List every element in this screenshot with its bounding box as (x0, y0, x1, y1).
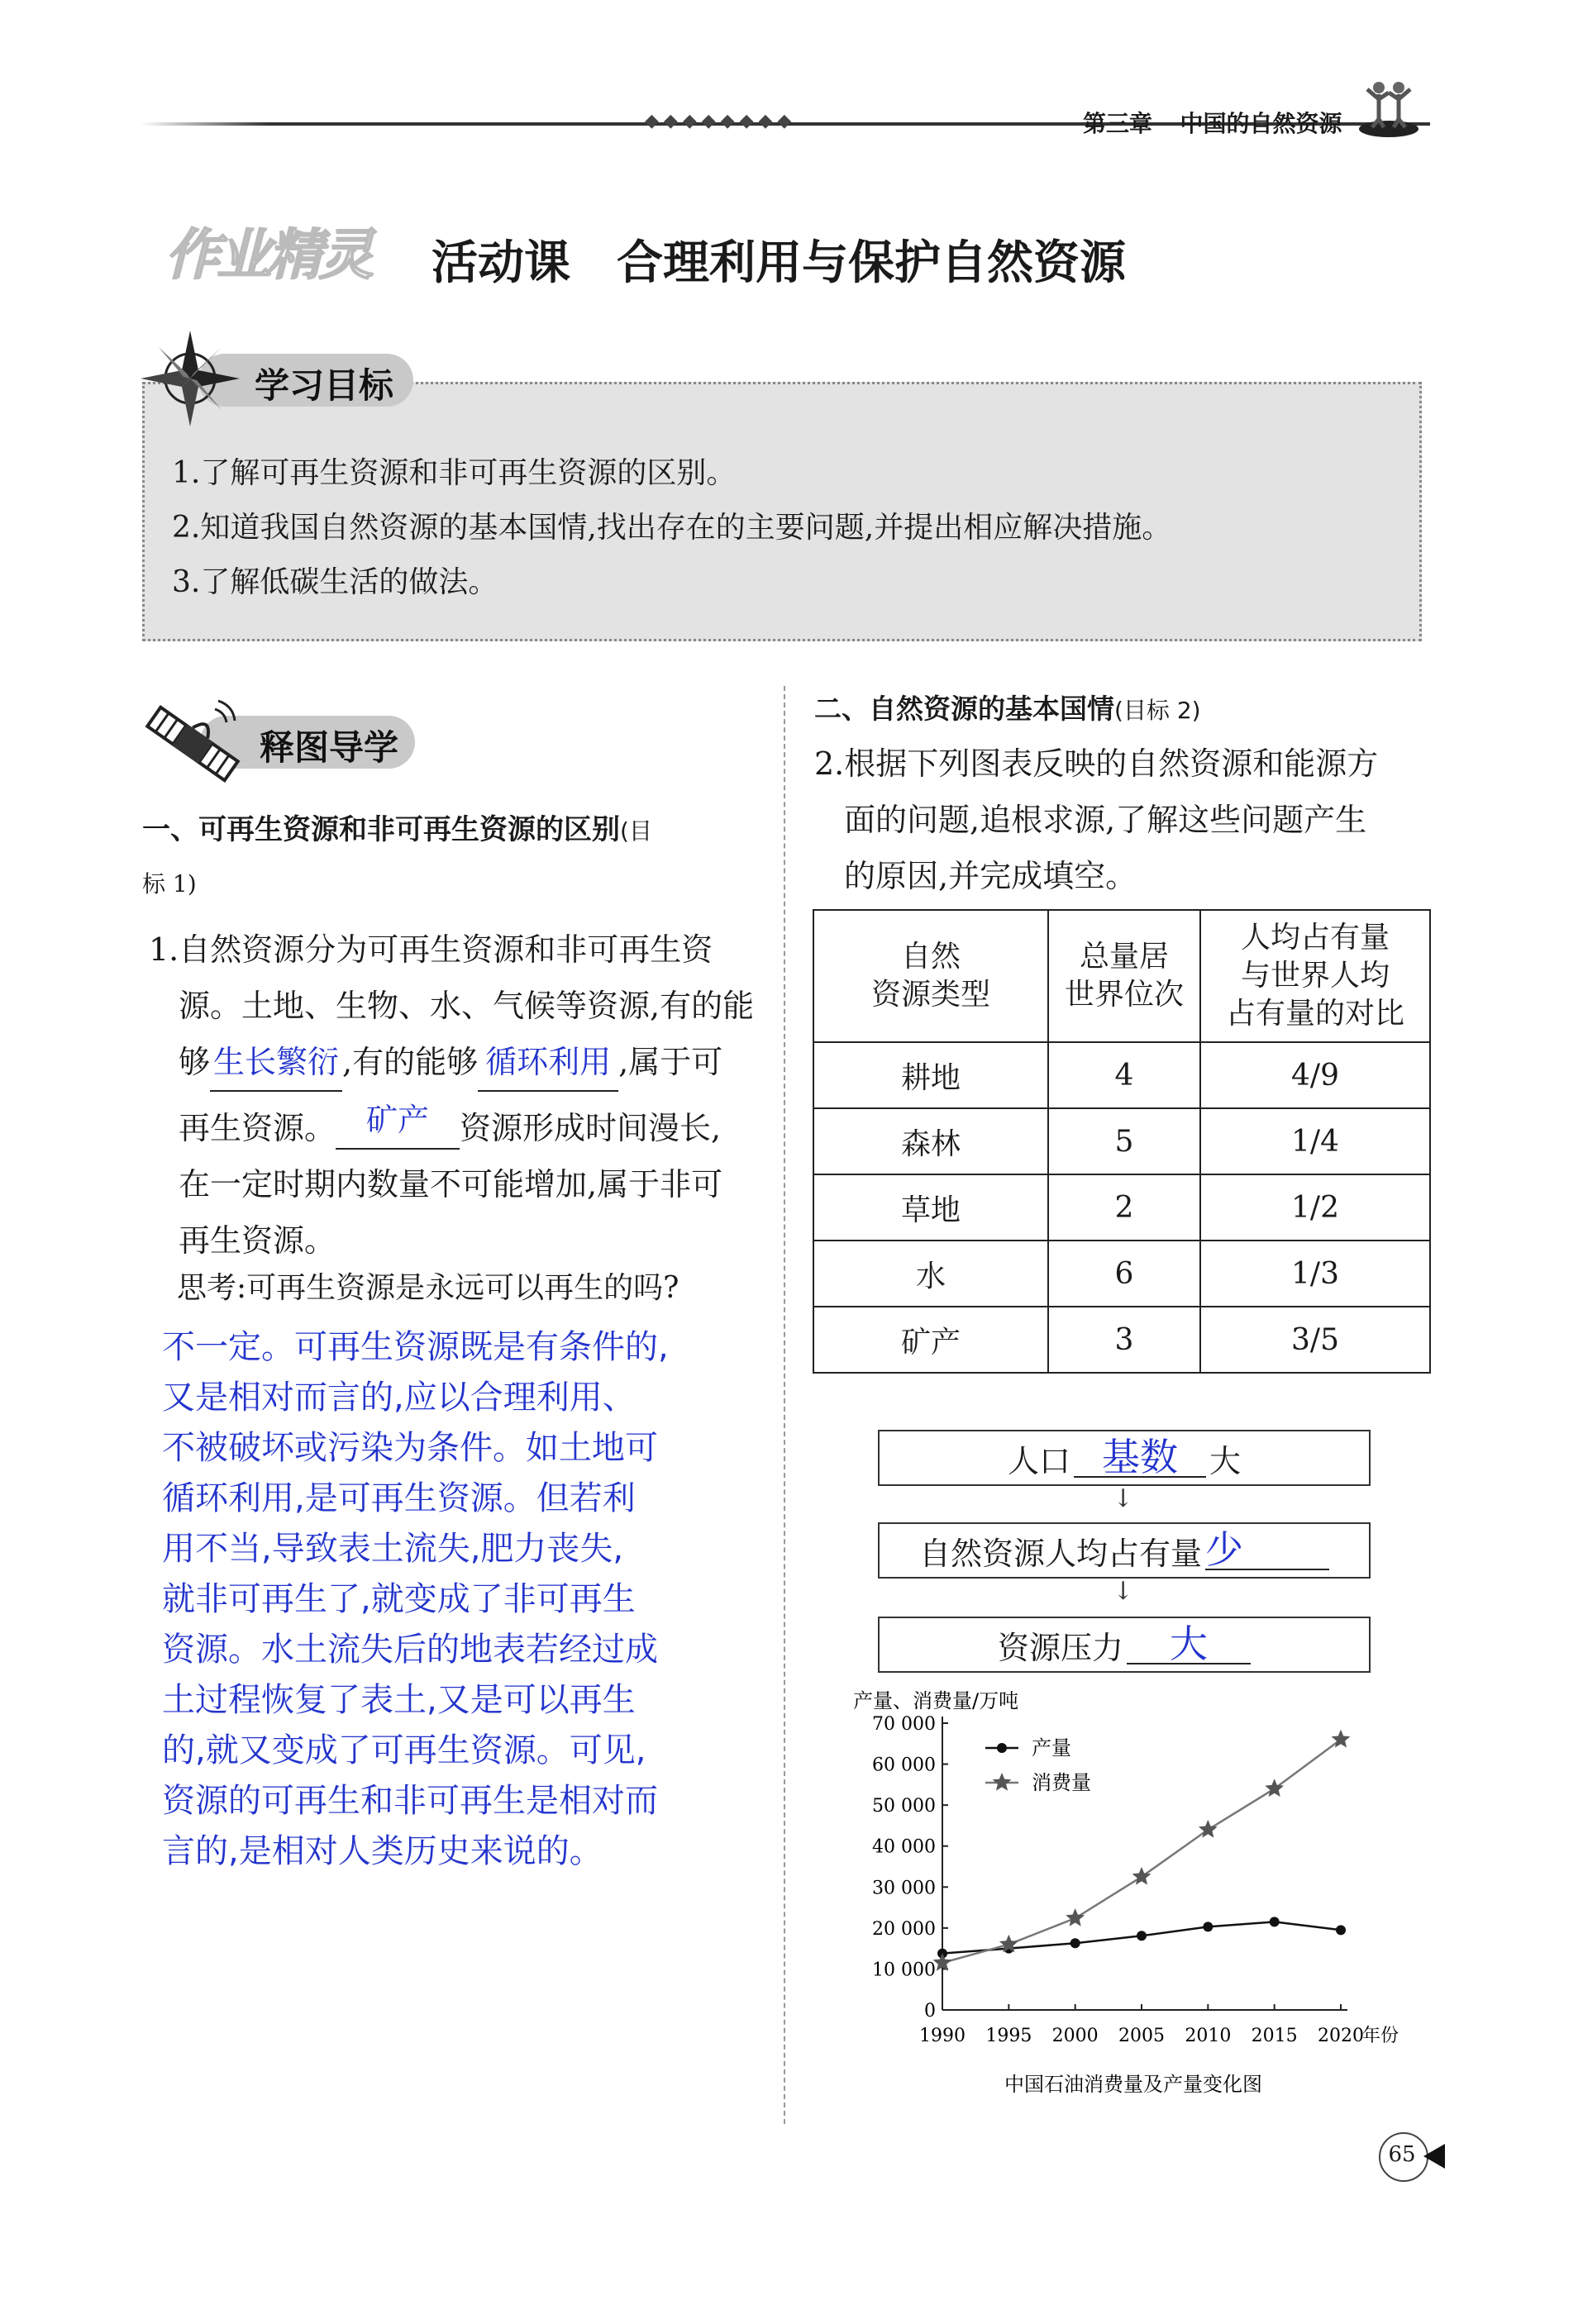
x-tick-label: 1990 (919, 2026, 966, 2046)
q1-line: 源。土地、生物、水、气候等资源,有的能 (179, 988, 755, 1024)
x-axis-title: 年份 (1362, 2026, 1399, 2046)
legend-label: 消费量 (1032, 1771, 1091, 1794)
flow-box-pressure: 资源压力 大 (878, 1617, 1371, 1673)
data-point (1070, 1938, 1080, 1948)
q1-line: 再生资源。 (179, 1222, 336, 1259)
watermark-logo: 作业精灵 (165, 223, 370, 287)
legend-label: 产量 (1032, 1736, 1071, 1760)
table-header-cell: 人均占有量 与世界人均 占有量的对比 (1200, 910, 1430, 1042)
legend-marker (997, 1743, 1007, 1753)
table-row: 矿产 3 3/5 (813, 1307, 1430, 1373)
flow-arrow: ↓ (1113, 1577, 1134, 1606)
table-row: 耕地 4 4/9 (813, 1042, 1430, 1108)
data-point (1203, 1922, 1213, 1931)
data-point (1137, 1931, 1147, 1941)
table-header-cell: 总量居 世界位次 (1048, 910, 1200, 1042)
chart-caption: 中国石油消费量及产量变化图 (1004, 2073, 1262, 2096)
goal-item: 1.了解可再生资源和非可再生资源的区别。 (172, 456, 737, 490)
q1-line: 够 生长繁衍 ,有的能够 循环利用 ,属于可 (149, 1034, 754, 1092)
think-question: 思考:可再生资源是永远可以再生的吗? (177, 1271, 679, 1305)
y-tick-label: 20 000 (872, 1918, 936, 1940)
goal-item: 3.了解低碳生活的做法。 (172, 565, 498, 599)
series-line-2 (942, 1740, 1341, 1963)
y-tick-label: 0 (924, 2001, 936, 2022)
think-answer: 不一定。可再生资源既是有条件的, 又是相对而言的,应以合理利用、 不被破坏或污染为条件。如土地可 循环利用,是可再生资源。但若利 用不当,导致表土流失,肥力丧失, 就非可再生了,就变成了非可再生 资源。水土流失后的地表若经过成 土过程恢复了表土,又是可以再生 的,就又变成了可再生资源。可见, 资源的可再生和非可再生是相对而 言的,是相对人类历史来说的。 (162, 1328, 669, 1870)
guide-badge-label: 释图导学 (260, 727, 399, 768)
question1 (149, 922, 754, 1269)
y-tick-label: 30 000 (872, 1878, 936, 1899)
chapter-label (1083, 106, 1342, 139)
table-row: 森林 5 1/4 (813, 1108, 1430, 1174)
header-figures-icon (1356, 73, 1422, 139)
goals-badge (141, 331, 422, 426)
table-header-row (813, 910, 1430, 1042)
y-tick-label: 60 000 (872, 1755, 936, 1776)
q1-line: 在一定时期内数量不可能增加,属于非可 (179, 1166, 723, 1202)
page-title: 活动课 合理利用与保护自然资源 (432, 236, 1126, 290)
answer-blank[interactable]: 基数 (1074, 1438, 1206, 1478)
answer-blank[interactable]: 循环利用 (478, 1034, 618, 1092)
guide-badge (139, 694, 436, 793)
data-point (1265, 1779, 1284, 1797)
section1-heading-tag: 标 1) (142, 870, 197, 898)
table-row: 水 6 1/3 (813, 1241, 1430, 1307)
column-divider (784, 686, 785, 2124)
x-tick-label: 1995 (985, 2026, 1032, 2046)
compass-star-icon (141, 331, 240, 426)
page-number: 65 (1388, 2142, 1416, 2167)
y-tick-label: 40 000 (872, 1836, 936, 1858)
chapter-title: 中国的自然资源 (1180, 110, 1342, 137)
oil-chart (843, 1686, 1422, 2132)
goal-item: 2.知道我国自然资源的基本国情,找出存在的主要问题,并提出相应解决措施。 (172, 511, 1172, 545)
legend-marker (993, 1773, 1012, 1791)
q1-line: 再生资源。 矿产 资源形成时间漫长, (149, 1092, 754, 1156)
q1-line: 1.自然资源分为可再生资源和非可再生资 (149, 931, 713, 968)
x-tick-label: 2005 (1118, 2026, 1165, 2046)
goals-list (172, 446, 1171, 610)
y-tick-label: 10 000 (872, 1960, 936, 1981)
flow-box-population: 人口 基数 大 (878, 1430, 1371, 1486)
section2-heading: 二、自然资源的基本国情(目标 2) (814, 693, 1201, 725)
table-row: 草地 2 1/2 (813, 1174, 1430, 1241)
x-tick-label: 2020 (1318, 2026, 1364, 2046)
x-tick-label: 2015 (1251, 2026, 1298, 2046)
data-point (1066, 1908, 1085, 1926)
flow-box-per-capita: 自然资源人均占有量 少 (878, 1522, 1371, 1579)
table-header-cell: 自然 资源类型 (813, 910, 1048, 1042)
page-number-badge (1379, 2132, 1445, 2182)
answer-blank[interactable]: 生长繁衍 (210, 1034, 342, 1092)
flow-arrow: ↓ (1113, 1484, 1134, 1513)
y-tick-label: 70 000 (872, 1714, 936, 1735)
section1-heading: 一、可再生资源和非可再生资源的区别(目 (142, 813, 652, 846)
header-stars: ◆◆◆◆◆◆◆◆ (645, 111, 797, 131)
data-point (1270, 1917, 1280, 1926)
chapter-number: 第三章 (1083, 110, 1153, 137)
y-axis-title: 产量、消费量/万吨 (853, 1689, 1019, 1712)
x-tick-label: 2010 (1185, 2026, 1232, 2046)
goals-badge-label: 学习目标 (255, 365, 394, 406)
answer-blank[interactable]: 矿产 (336, 1092, 460, 1150)
question2: 2.根据下列图表反映的自然资源和能源方 面的问题,追根求源,了解这些问题产生 的原因,并完成填空。 (814, 745, 1379, 894)
satellite-icon (139, 694, 246, 793)
answer-blank[interactable]: 少 (1205, 1531, 1329, 1570)
triangle-pointer-icon (1423, 2144, 1445, 2169)
data-point (1336, 1925, 1346, 1935)
x-tick-label: 2000 (1051, 2026, 1099, 2046)
answer-blank[interactable]: 大 (1127, 1625, 1251, 1664)
resource-table (813, 909, 1431, 1374)
y-tick-label: 50 000 (872, 1796, 936, 1817)
